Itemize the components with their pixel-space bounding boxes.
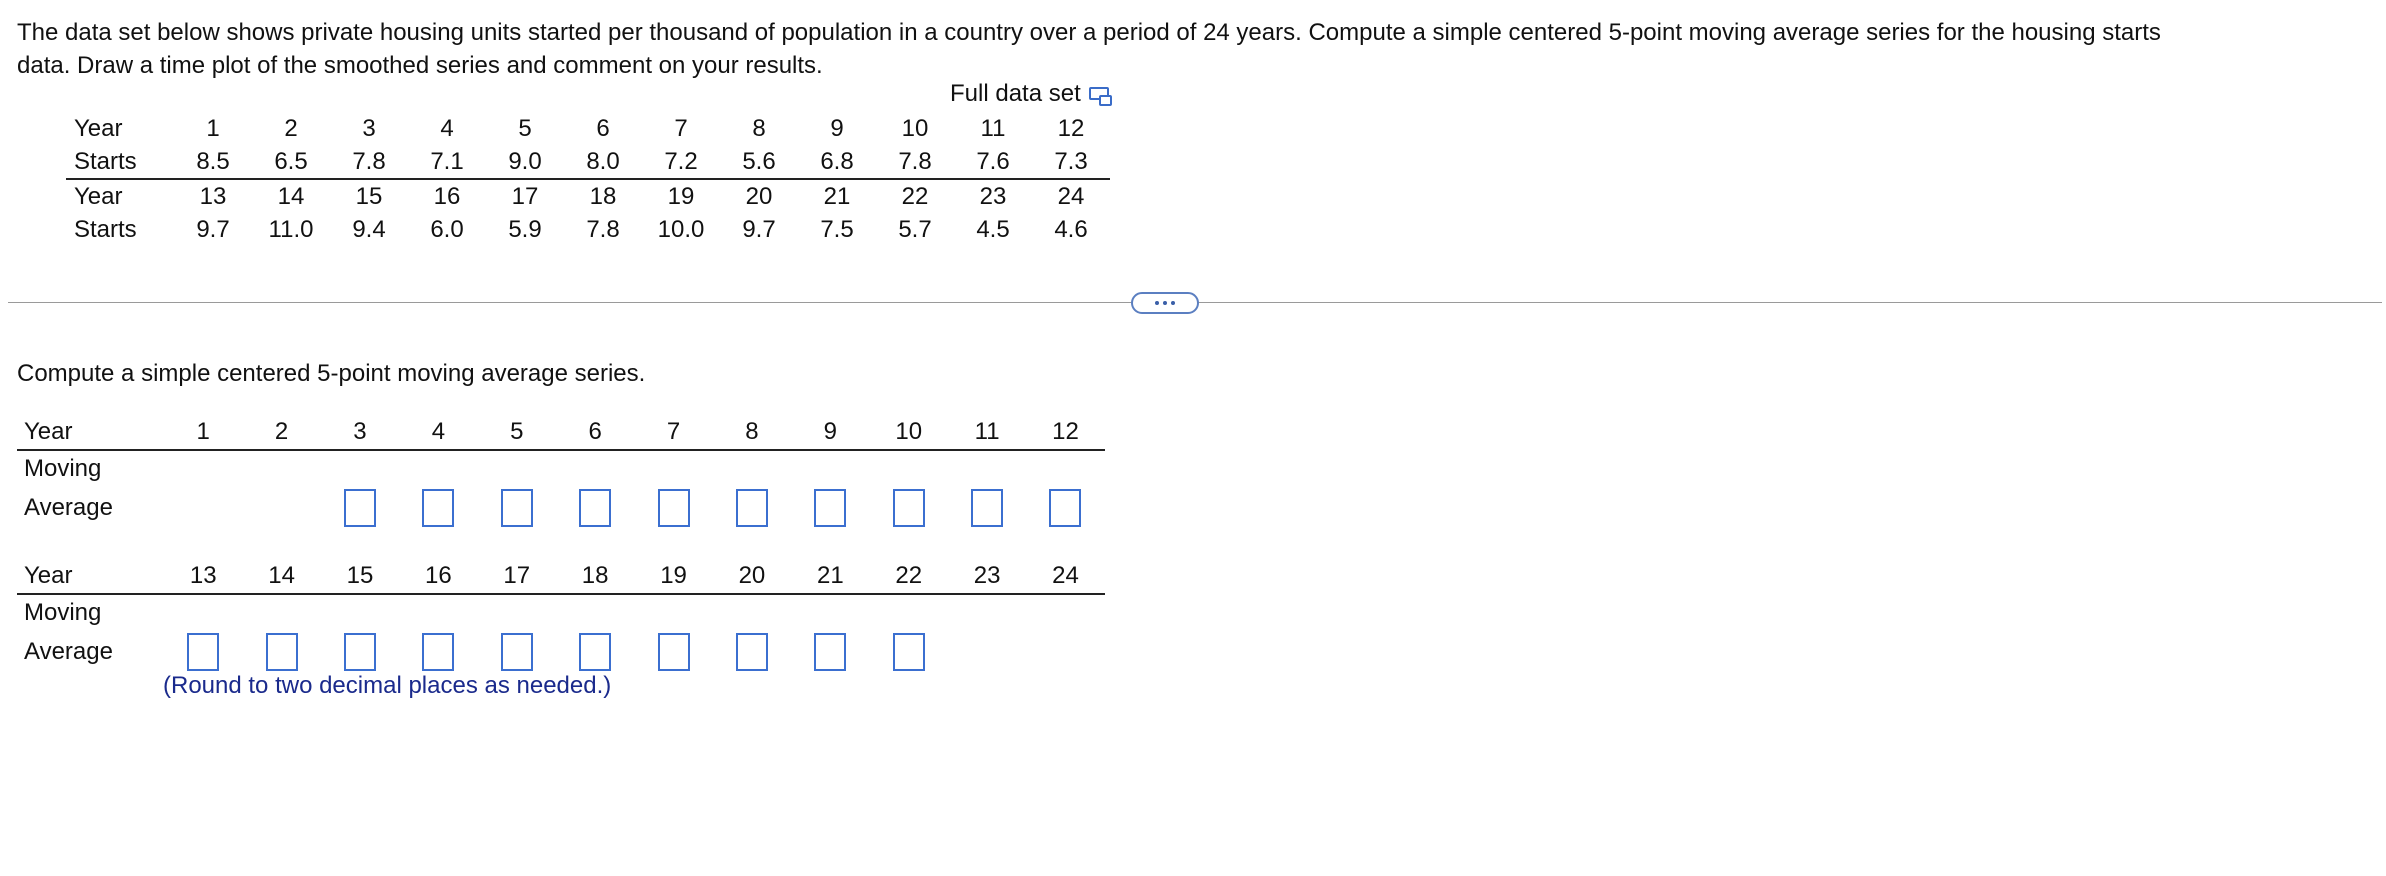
housing-starts-table <box>66 112 1110 246</box>
year-cell: 15 <box>330 179 408 213</box>
moving-average-input-year-22[interactable] <box>893 633 925 671</box>
average-label: Average <box>24 638 113 665</box>
starts-cell: 6.5 <box>274 147 308 175</box>
year-label: Year <box>66 179 174 213</box>
year-cell: 21 <box>798 179 876 213</box>
year-cell: 8 <box>752 114 766 142</box>
average-label: Average <box>24 494 113 521</box>
starts-cell: 9.4 <box>352 215 386 243</box>
year-cell: 7 <box>674 114 688 142</box>
moving-average-table-2 <box>17 559 1105 677</box>
instructions-line-2: data. Draw a time plot of the smoothed series and comment on your results. <box>17 52 823 79</box>
year-cell: 15 <box>321 559 399 594</box>
moving-average-input-year-6[interactable] <box>579 489 611 527</box>
instructions-line-1: The data set below shows private housing units started per thousand of population in a country over a period of 24 years. Compute a simple centered 5-point moving average series for the housing starts <box>17 19 2161 46</box>
moving-average-input-year-10[interactable] <box>893 489 925 527</box>
ellipsis-dot-icon <box>1163 301 1167 305</box>
starts-cell: 6.0 <box>430 215 464 243</box>
copy-data-icon[interactable] <box>1089 85 1111 103</box>
year-cell: 10 <box>870 415 948 450</box>
moving-average-input-year-5[interactable] <box>501 489 533 527</box>
starts-cell: 8.0 <box>586 147 620 175</box>
starts-cell: 6.8 <box>820 147 854 175</box>
moving-label: Moving <box>24 599 102 626</box>
starts-cell: 7.6 <box>976 147 1010 175</box>
year-cell: 9 <box>830 114 844 142</box>
year-cell: 19 <box>634 559 712 594</box>
year-cell: 18 <box>556 559 634 594</box>
moving-average-input-year-17[interactable] <box>501 633 533 671</box>
moving-average-input-year-13[interactable] <box>187 633 219 671</box>
year-cell: 3 <box>321 415 399 450</box>
year-cell: 6 <box>596 114 610 142</box>
year-cell: 17 <box>486 179 564 213</box>
year-cell: 17 <box>478 559 556 594</box>
year-cell: 11 <box>948 415 1026 450</box>
moving-average-input-year-15[interactable] <box>344 633 376 671</box>
starts-cell: 5.7 <box>898 215 932 243</box>
year-cell: 5 <box>478 415 556 450</box>
starts-cell: 7.8 <box>352 147 386 175</box>
moving-average-input-year-4[interactable] <box>422 489 454 527</box>
year-cell: 14 <box>252 179 330 213</box>
year-cell: 10 <box>901 114 929 142</box>
moving-average-input-year-16[interactable] <box>422 633 454 671</box>
moving-label: Moving <box>24 455 102 482</box>
moving-average-input-year-11[interactable] <box>971 489 1003 527</box>
year-cell: 2 <box>284 114 298 142</box>
year-cell: 20 <box>720 179 798 213</box>
starts-label: Starts <box>74 147 137 175</box>
ma-moving-row <box>17 594 1105 627</box>
ma-average-row <box>17 483 1105 533</box>
moving-average-input-year-8[interactable] <box>736 489 768 527</box>
year-cell: 12 <box>1026 415 1104 450</box>
ma-moving-row <box>17 450 1105 483</box>
year-cell: 11 <box>980 114 1006 142</box>
year-cell: 4 <box>399 415 477 450</box>
data-year-row-2 <box>66 179 1110 213</box>
year-cell: 12 <box>1057 114 1085 142</box>
year-cell: 16 <box>408 179 486 213</box>
ellipsis-dot-icon <box>1171 301 1175 305</box>
ellipsis-dot-icon <box>1155 301 1159 305</box>
starts-cell: 9.7 <box>742 215 776 243</box>
starts-cell: 7.3 <box>1054 147 1088 175</box>
data-starts-row-2 <box>66 213 1110 246</box>
year-cell: 3 <box>362 114 376 142</box>
starts-cell: 11.0 <box>268 215 314 243</box>
data-year-row-1 <box>66 112 1110 145</box>
year-cell: 5 <box>518 114 532 142</box>
year-label: Year <box>17 415 164 450</box>
year-cell: 9 <box>791 415 869 450</box>
full-data-set-link[interactable] <box>950 80 1111 108</box>
year-cell: 24 <box>1026 559 1104 594</box>
ma-year-row <box>17 559 1105 594</box>
year-cell: 18 <box>564 179 642 213</box>
moving-average-input-year-20[interactable] <box>736 633 768 671</box>
year-cell: 21 <box>791 559 869 594</box>
year-cell: 20 <box>713 559 791 594</box>
starts-cell: 9.0 <box>508 147 542 175</box>
year-cell: 1 <box>206 114 220 142</box>
starts-cell: 7.8 <box>586 215 620 243</box>
year-cell: 22 <box>870 559 948 594</box>
year-cell: 4 <box>440 114 454 142</box>
starts-cell: 9.7 <box>196 215 230 243</box>
moving-average-input-year-3[interactable] <box>344 489 376 527</box>
year-cell: 2 <box>242 415 320 450</box>
data-starts-row-1 <box>66 145 1110 179</box>
year-label: Year <box>74 114 123 142</box>
year-label: Year <box>17 559 164 594</box>
year-cell: 7 <box>634 415 712 450</box>
year-cell: 8 <box>713 415 791 450</box>
moving-average-input-year-21[interactable] <box>814 633 846 671</box>
moving-average-input-year-14[interactable] <box>266 633 298 671</box>
rounding-note: (Round to two decimal places as needed.) <box>163 672 612 699</box>
year-cell: 19 <box>642 179 720 213</box>
starts-cell: 4.5 <box>976 215 1010 243</box>
year-cell: 23 <box>948 559 1026 594</box>
moving-average-input-year-9[interactable] <box>814 489 846 527</box>
year-cell: 1 <box>164 415 242 450</box>
starts-cell: 4.6 <box>1054 215 1088 243</box>
year-cell: 14 <box>242 559 320 594</box>
ma-year-row <box>17 415 1105 450</box>
year-cell: 6 <box>556 415 634 450</box>
ma-average-row <box>17 627 1105 677</box>
full-data-set-label[interactable]: Full data set <box>950 80 1081 107</box>
starts-cell: 7.1 <box>430 147 464 175</box>
moving-average-input-year-12[interactable] <box>1049 489 1081 527</box>
starts-cell: 5.9 <box>508 215 542 243</box>
starts-label: Starts <box>74 215 137 243</box>
starts-cell: 8.5 <box>196 147 230 175</box>
starts-cell: 10.0 <box>657 215 705 243</box>
starts-cell: 5.6 <box>742 147 776 175</box>
year-cell: 13 <box>164 559 242 594</box>
instructions <box>17 16 2367 82</box>
moving-average-input-year-18[interactable] <box>579 633 611 671</box>
year-cell: 23 <box>954 179 1032 213</box>
question-text: Compute a simple centered 5-point moving average series. <box>17 360 646 387</box>
expand-more-button[interactable] <box>1131 292 1199 314</box>
year-cell: 22 <box>876 179 954 213</box>
starts-cell: 7.8 <box>898 147 932 175</box>
year-cell: 13 <box>174 179 252 213</box>
year-cell: 16 <box>399 559 477 594</box>
moving-average-input-year-7[interactable] <box>658 489 690 527</box>
moving-average-table-1 <box>17 415 1105 533</box>
moving-average-input-year-19[interactable] <box>658 633 690 671</box>
year-cell: 24 <box>1032 179 1110 213</box>
starts-cell: 7.2 <box>664 147 698 175</box>
starts-cell: 7.5 <box>820 215 854 243</box>
